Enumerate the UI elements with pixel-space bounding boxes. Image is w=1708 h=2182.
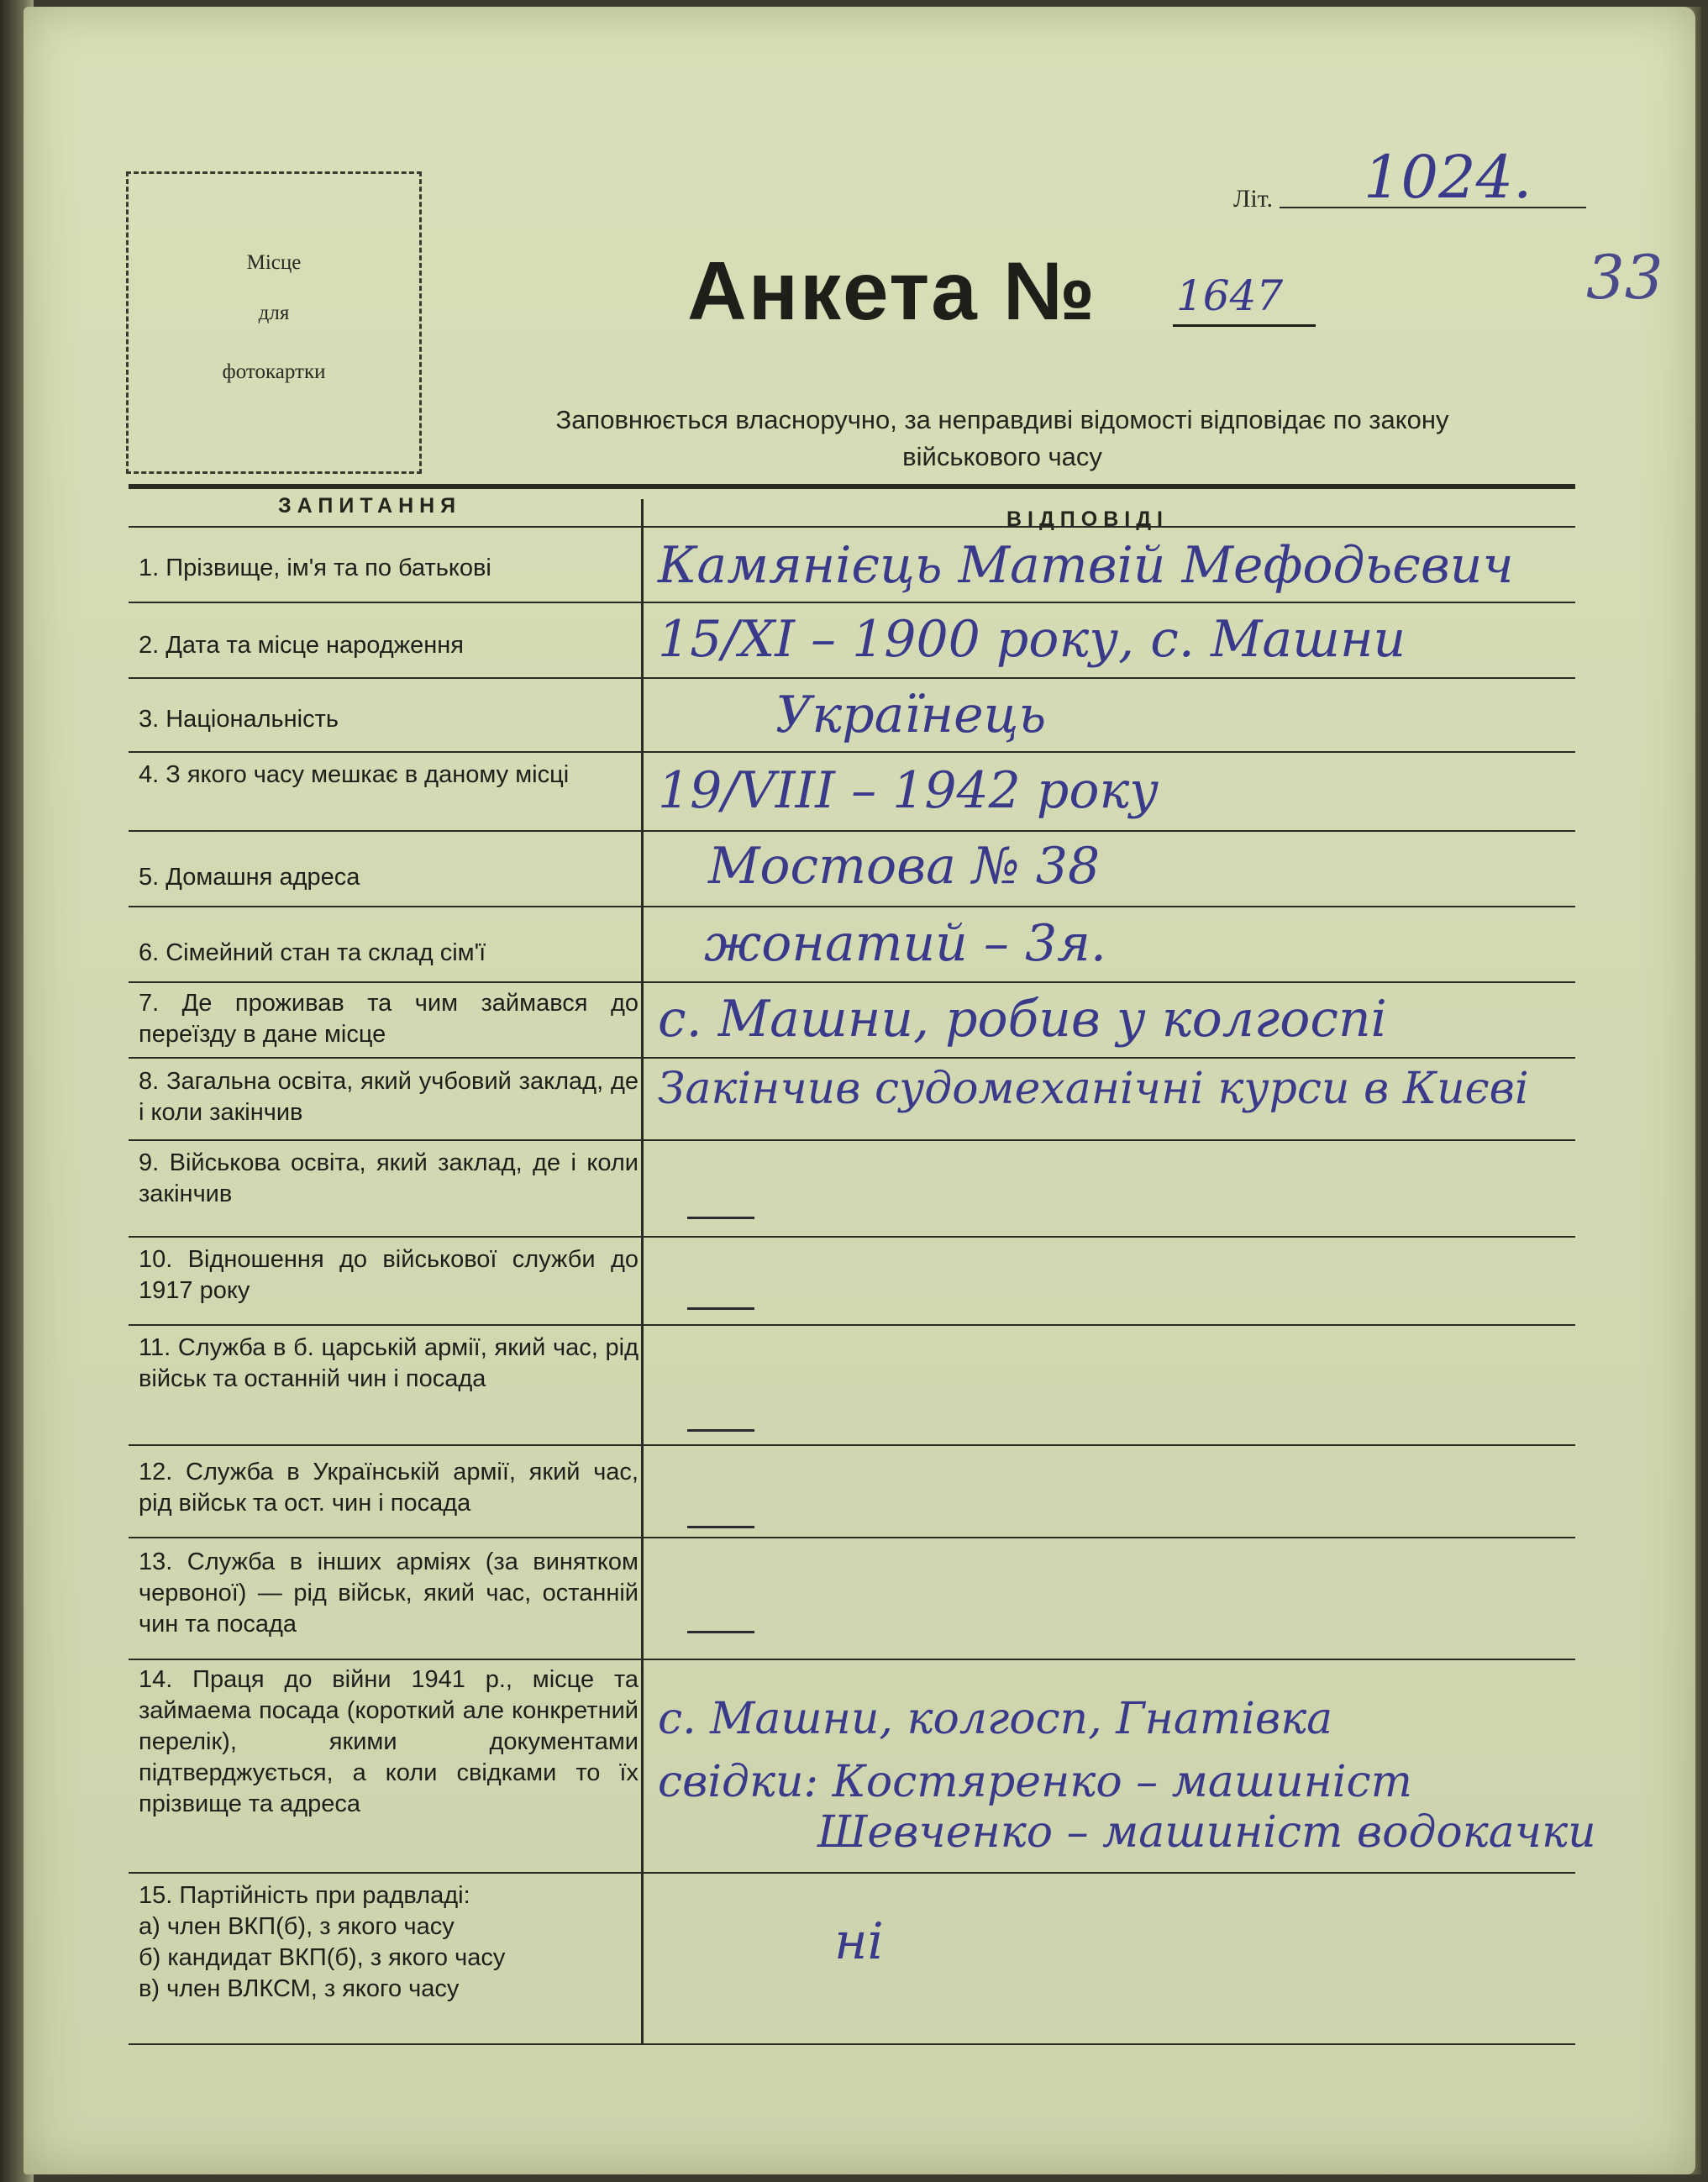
form-subtitle [444, 402, 1561, 476]
photo-placeholder [126, 171, 422, 474]
answer-6: жонатий – 3я. [704, 914, 1106, 973]
row-rule [129, 1057, 1575, 1059]
answer-2: 15/XI – 1900 року, с. Машни [658, 610, 1406, 669]
question-12: 12. Служба в Українській армії, який час, рід військ та ост. чин і посада [139, 1459, 639, 1517]
row-rule [129, 1872, 1575, 1874]
row-rule [129, 1537, 1575, 1538]
row-rule [129, 906, 1575, 907]
question-11: 11. Служба в б. царській армії, який час, рід військ та останній чин і посада [139, 1334, 639, 1392]
question-7: 7. Де проживав та чим займався до переїзду в дане місце [139, 990, 639, 1048]
question-10: 10. Відношення до військової служби до 1917 року [139, 1246, 639, 1304]
answer-1: Камянієць Матвій Мефодьєвич [658, 536, 1514, 595]
row-rule [129, 677, 1575, 679]
answer-11-dash [687, 1429, 754, 1432]
answer-14-line-1: с. Машни, колгосп, Гнатівка [658, 1694, 1333, 1744]
answer-3: Українець [775, 686, 1047, 744]
question-8: 8. Загальна освіта, який учбовий заклад, де і коли закінчив [139, 1068, 639, 1126]
row-rule [129, 1236, 1575, 1238]
question-3: 3. Національність [139, 706, 339, 733]
question-5: 5. Домашня адреса [139, 864, 360, 891]
answer-12-dash [687, 1526, 754, 1528]
question-9: 9. Військова освіта, який заклад, де і коли закінчив [139, 1149, 639, 1207]
answer-13-dash [687, 1631, 754, 1633]
question-14: 14. Праця до війни 1941 р., місце та займаема посада (короткий але конкретний перелік), якими документами підтверджується, а коли свідками то їх прізвище та адреса [139, 1666, 639, 1817]
row-rule [129, 1659, 1575, 1660]
lit-value: 1024. [1364, 143, 1532, 212]
subtitle-line-1: Заповнюється власноручно, за неправдиві відомості відповідає по закону [555, 405, 1449, 434]
subtitle-line-2: військового часу [902, 442, 1102, 471]
col-header-answers: ВІДПОВІДІ [1006, 507, 1169, 531]
row-rule [129, 526, 1575, 528]
form-number: 1647 [1176, 271, 1284, 320]
answer-14-line-2: свідки: Костяренко – машиніст [658, 1757, 1412, 1807]
question-13: 13. Служба в інших арміях (за винятком червоної) — рід військ, який час, останній чин та посада [139, 1548, 639, 1638]
row-rule [129, 751, 1575, 753]
row-rule [129, 830, 1575, 832]
lit-label: Літ. [1233, 185, 1274, 213]
answer-4: 19/VIII – 1942 року [658, 761, 1159, 820]
answer-7: с. Машни, робив у колгоспі [658, 990, 1387, 1049]
question-2: 2. Дата та місце народження [139, 632, 464, 659]
answer-8: Закінчив судомеханічні курси в Києві [658, 1064, 1529, 1114]
answer-5: Мостова № 38 [708, 837, 1101, 896]
photo-label-1: Місце [246, 251, 302, 274]
photo-label-2: для [258, 302, 290, 324]
questionnaire-page [24, 7, 1695, 2174]
answer-15: ні [834, 1912, 884, 1971]
answer-9-dash [687, 1217, 754, 1219]
question-4: 4. З якого часу мешкає в даному місці [139, 761, 570, 788]
column-divider [641, 499, 644, 2045]
photo-label-3: фотокартки [222, 360, 326, 383]
row-rule [129, 602, 1575, 603]
form-number-underline [1173, 324, 1316, 327]
row-rule [129, 981, 1575, 983]
table-top-rule [129, 484, 1575, 489]
row-rule [129, 2043, 1575, 2045]
question-1: 1. Прізвище, ім'я та по батькові [139, 555, 491, 581]
question-6: 6. Сімейний стан та склад сім'ї [139, 939, 486, 966]
row-rule [129, 1139, 1575, 1141]
form-title: Анкета № [687, 244, 1097, 337]
answer-10-dash [687, 1307, 754, 1310]
row-rule [129, 1324, 1575, 1326]
answer-14-line-3: Шевченко – машиніст водокачки [817, 1807, 1596, 1858]
question-15: 15. Партійність при радвладі: а) член ВКП(б), з якого часу б) кандидат ВКП(б), з якого часу в) член ВЛКСМ, з якого часу [139, 1882, 506, 2002]
questions-table [129, 484, 1596, 2055]
row-rule [129, 1444, 1575, 1446]
corner-number: 33 [1586, 242, 1663, 313]
col-header-questions: ЗАПИТАННЯ [278, 494, 462, 518]
